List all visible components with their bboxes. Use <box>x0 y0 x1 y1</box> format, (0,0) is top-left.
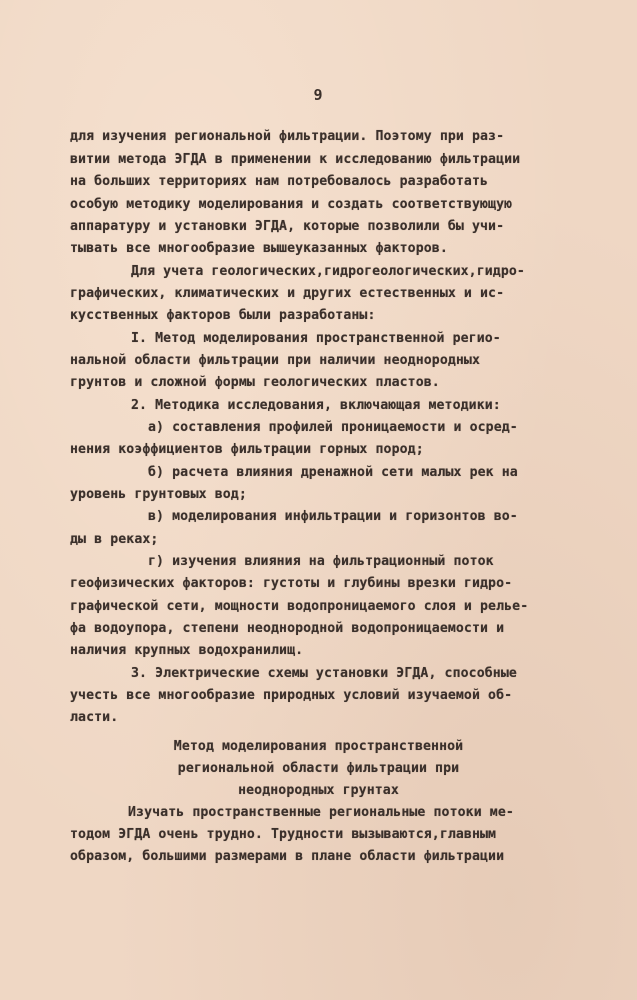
sub-item-g: г) изучения влияния на фильтрационный поток <box>148 554 494 569</box>
text-line: грунтов и сложной формы геологических пластов. <box>70 375 440 390</box>
text-line: аппаратуру и установки ЭГДА, которые позволили бы учи- <box>70 219 505 234</box>
text-line: нальной области фильтрации при наличии неоднородных <box>70 353 481 368</box>
text-line: образом, большими размерами в плане области фильтрации <box>70 849 505 864</box>
section-heading: неоднородных грунтах <box>238 783 399 798</box>
text-line: фа водоупора, степени неоднородной водопроницаемости и <box>70 621 505 636</box>
text-line: нения коэффициентов фильтрации горных пород; <box>70 442 424 457</box>
text-line: витии метода ЭГДА в применении к исследованию фильтрации <box>70 152 521 167</box>
sub-item-v: в) моделирования инфильтрации и горизонтов во- <box>148 509 518 524</box>
text-line: для изучения региональной фильтрации. Поэтому при раз- <box>70 129 505 144</box>
text-line: Изучать пространственные региональные потоки ме- <box>128 805 514 820</box>
page-number: 9 <box>313 86 324 104</box>
text-line: особую методику моделирования и создать соответствующую <box>70 197 513 212</box>
text-line: ласти. <box>70 710 119 725</box>
text-line: графической сети, мощности водопроницаемого слоя и релье- <box>70 599 529 614</box>
text-line: тодом ЭГДА очень трудно. Трудности вызываются,главным <box>70 827 497 842</box>
text-line: геофизических факторов: густоты и глубины врезки гидро- <box>70 576 513 591</box>
text-line: наличия крупных водохранилищ. <box>70 643 304 658</box>
text-line: уровень грунтовых вод; <box>70 487 247 502</box>
text-line: учесть все многообразие природных условий изучаемой об- <box>70 688 513 703</box>
text-line: тывать все многообразие вышеуказанных факторов. <box>70 241 448 256</box>
text-line: графических, климатических и других естественных и ис- <box>70 286 505 301</box>
text-line: на больших территориях нам потребовалось разработать <box>70 174 489 189</box>
sub-item-a: а) составления профилей проницаемости и осред- <box>148 420 518 435</box>
text-line: ды в реках; <box>70 532 159 547</box>
text-line: Для учета геологических,гидрогеологических,гидро- <box>131 264 525 279</box>
text-line: кусственных факторов были разработаны: <box>70 308 376 323</box>
section-heading: региональной области фильтрации при <box>177 761 460 776</box>
list-item-3: 3. Электрические схемы установки ЭГДА, способные <box>131 666 517 681</box>
list-item-1: I. Метод моделирования пространственной регио- <box>131 331 501 346</box>
list-item-2: 2. Методика исследования, включающая методики: <box>131 398 501 413</box>
sub-item-b: б) расчета влияния дренажной сети малых рек на <box>148 465 518 480</box>
section-heading: Метод моделирования пространственной <box>173 739 464 754</box>
